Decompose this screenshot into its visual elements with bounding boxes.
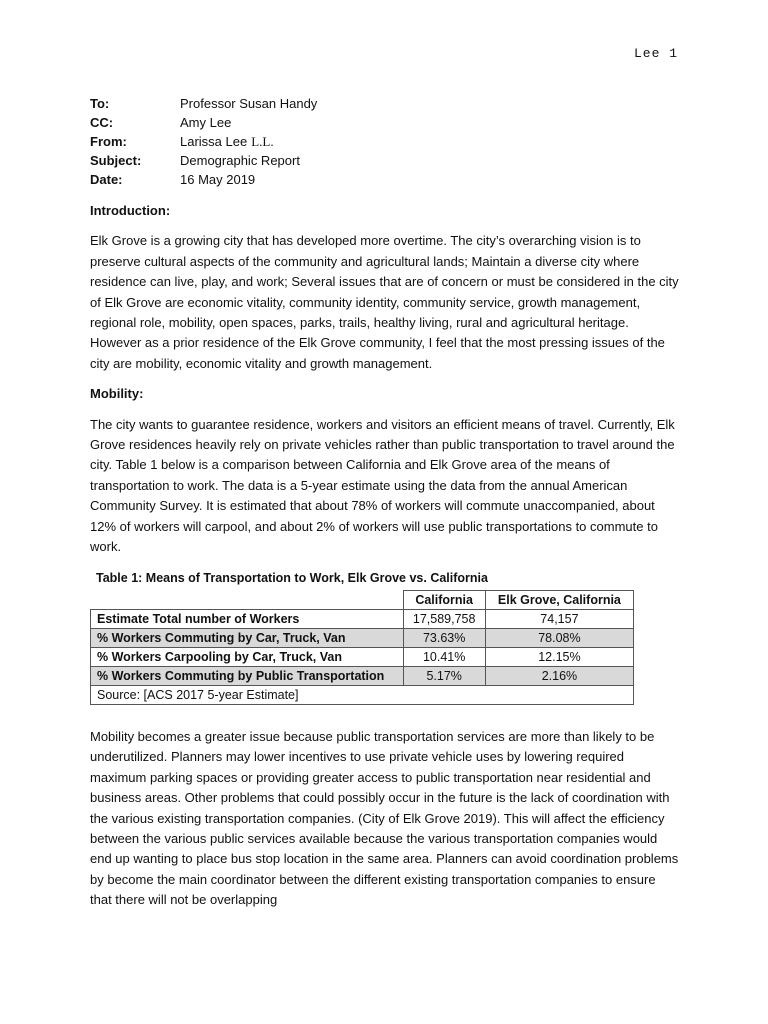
table-caption: Table 1: Means of Transportation to Work, Elk Grove vs. California [96,570,488,585]
memo-subject-value: Demographic Report [180,153,300,168]
table-row-label: % Workers Commuting by Car, Truck, Van [91,628,404,647]
memo-date-value: 16 May 2019 [180,172,256,187]
memo-cc-row [90,113,690,132]
table-header-california: California [403,590,485,609]
table-row [91,666,634,685]
mobility-paragraph-2: Mobility becomes a greater issue because public transportation services are more than likely to be underutilized. Planners may lower incentives to use private vehicle uses by lowering required maximum parking spaces or providing greater access to public transportation near residential and business areas. Other problems that could possibly occur in the future is the lack of coordination with the various existing transportation companies. (City of Elk Grove 2019). This will affect the efficiency between the various public services available because the various transportation companies would end up wanting to place bus stop location in the same area. Planners can avoid coordination problems by become the main coordinator between the different existing transportation companies to ensure that there will not be overlapping [90,728,679,908]
memo-cc-value: Amy Lee [180,115,232,130]
table-row-label: Estimate Total number of Workers [91,609,404,628]
memo-from-signature: L.L. [251,134,274,149]
table-row [91,609,634,628]
table-header-elk-grove: Elk Grove, California [485,590,633,609]
table-source: Source: [ACS 2017 5-year Estimate] [91,685,634,704]
memo-date-label: Date: [90,172,123,187]
mobility-paragraph-1: The city wants to guarantee residence, workers and visitors an efficient means of travel. Currently, Elk Grove residences heavily rely on private vehicles rather than public transportation to travel around the city. Table 1 below is a comparison between California and Elk Grove area of the means of transportation to work. The data is a 5-year estimate using the data from the annual American Community Survey. It is estimated that about 78% of workers will commute unaccompanied, about 12% of workers will carpool, and about 2% of workers will use public transportations to commute to work. [90,416,675,555]
table-row [91,647,634,666]
transportation-table [90,590,634,705]
table-row-label: % Workers Carpooling by Car, Truck, Van [91,647,404,666]
table-row-label: % Workers Commuting by Public Transportation [91,666,404,685]
table-header-blank [91,590,404,609]
memo-to-value: Professor Susan Handy [180,96,318,111]
table-cell-elk-grove: 12.15% [485,647,633,666]
table-header-row [91,590,634,609]
memo-header [90,94,690,189]
table-cell-california: 10.41% [403,647,485,666]
memo-from-label: From: [90,134,127,149]
table-source-row [91,685,634,704]
memo-from-row [90,132,690,151]
mobility-heading: Mobility: [90,386,144,402]
memo-subject-label: Subject: [90,153,142,168]
page-number-header: Lee 1 [633,46,678,61]
memo-from-value: Larissa Lee [180,134,248,149]
table-cell-elk-grove: 78.08% [485,628,633,647]
memo-to-label: To: [90,96,110,111]
table-cell-california: 17,589,758 [403,609,485,628]
table-cell-elk-grove: 74,157 [485,609,633,628]
table-row [91,628,634,647]
table-cell-california: 73.63% [403,628,485,647]
document-body [90,201,680,921]
introduction-paragraph: Elk Grove is a growing city that has developed more overtime. The city’s overarching vision is to preserve cultural aspects of the community and agricultural lands; Maintain a diverse city where residence can live, play, and work; Several issues that are of concern or must be considered in the city of Elk Grove are economic vitality, community identity, community service, growth management, regional role, mobility, open spaces, parks, trails, healthy living, rural and agricultural heritage. However as a prior residence of the Elk Grove community, I feel that the most pressing issues of the city are mobility, economic vitality and growth management. [90,233,679,371]
table-cell-california: 5.17% [403,666,485,685]
table-cell-elk-grove: 2.16% [485,666,633,685]
memo-subject-row [90,151,690,170]
memo-to-row [90,94,690,113]
introduction-heading: Introduction: [90,203,171,218]
memo-cc-label: CC: [90,115,114,130]
memo-date-row [90,170,690,189]
